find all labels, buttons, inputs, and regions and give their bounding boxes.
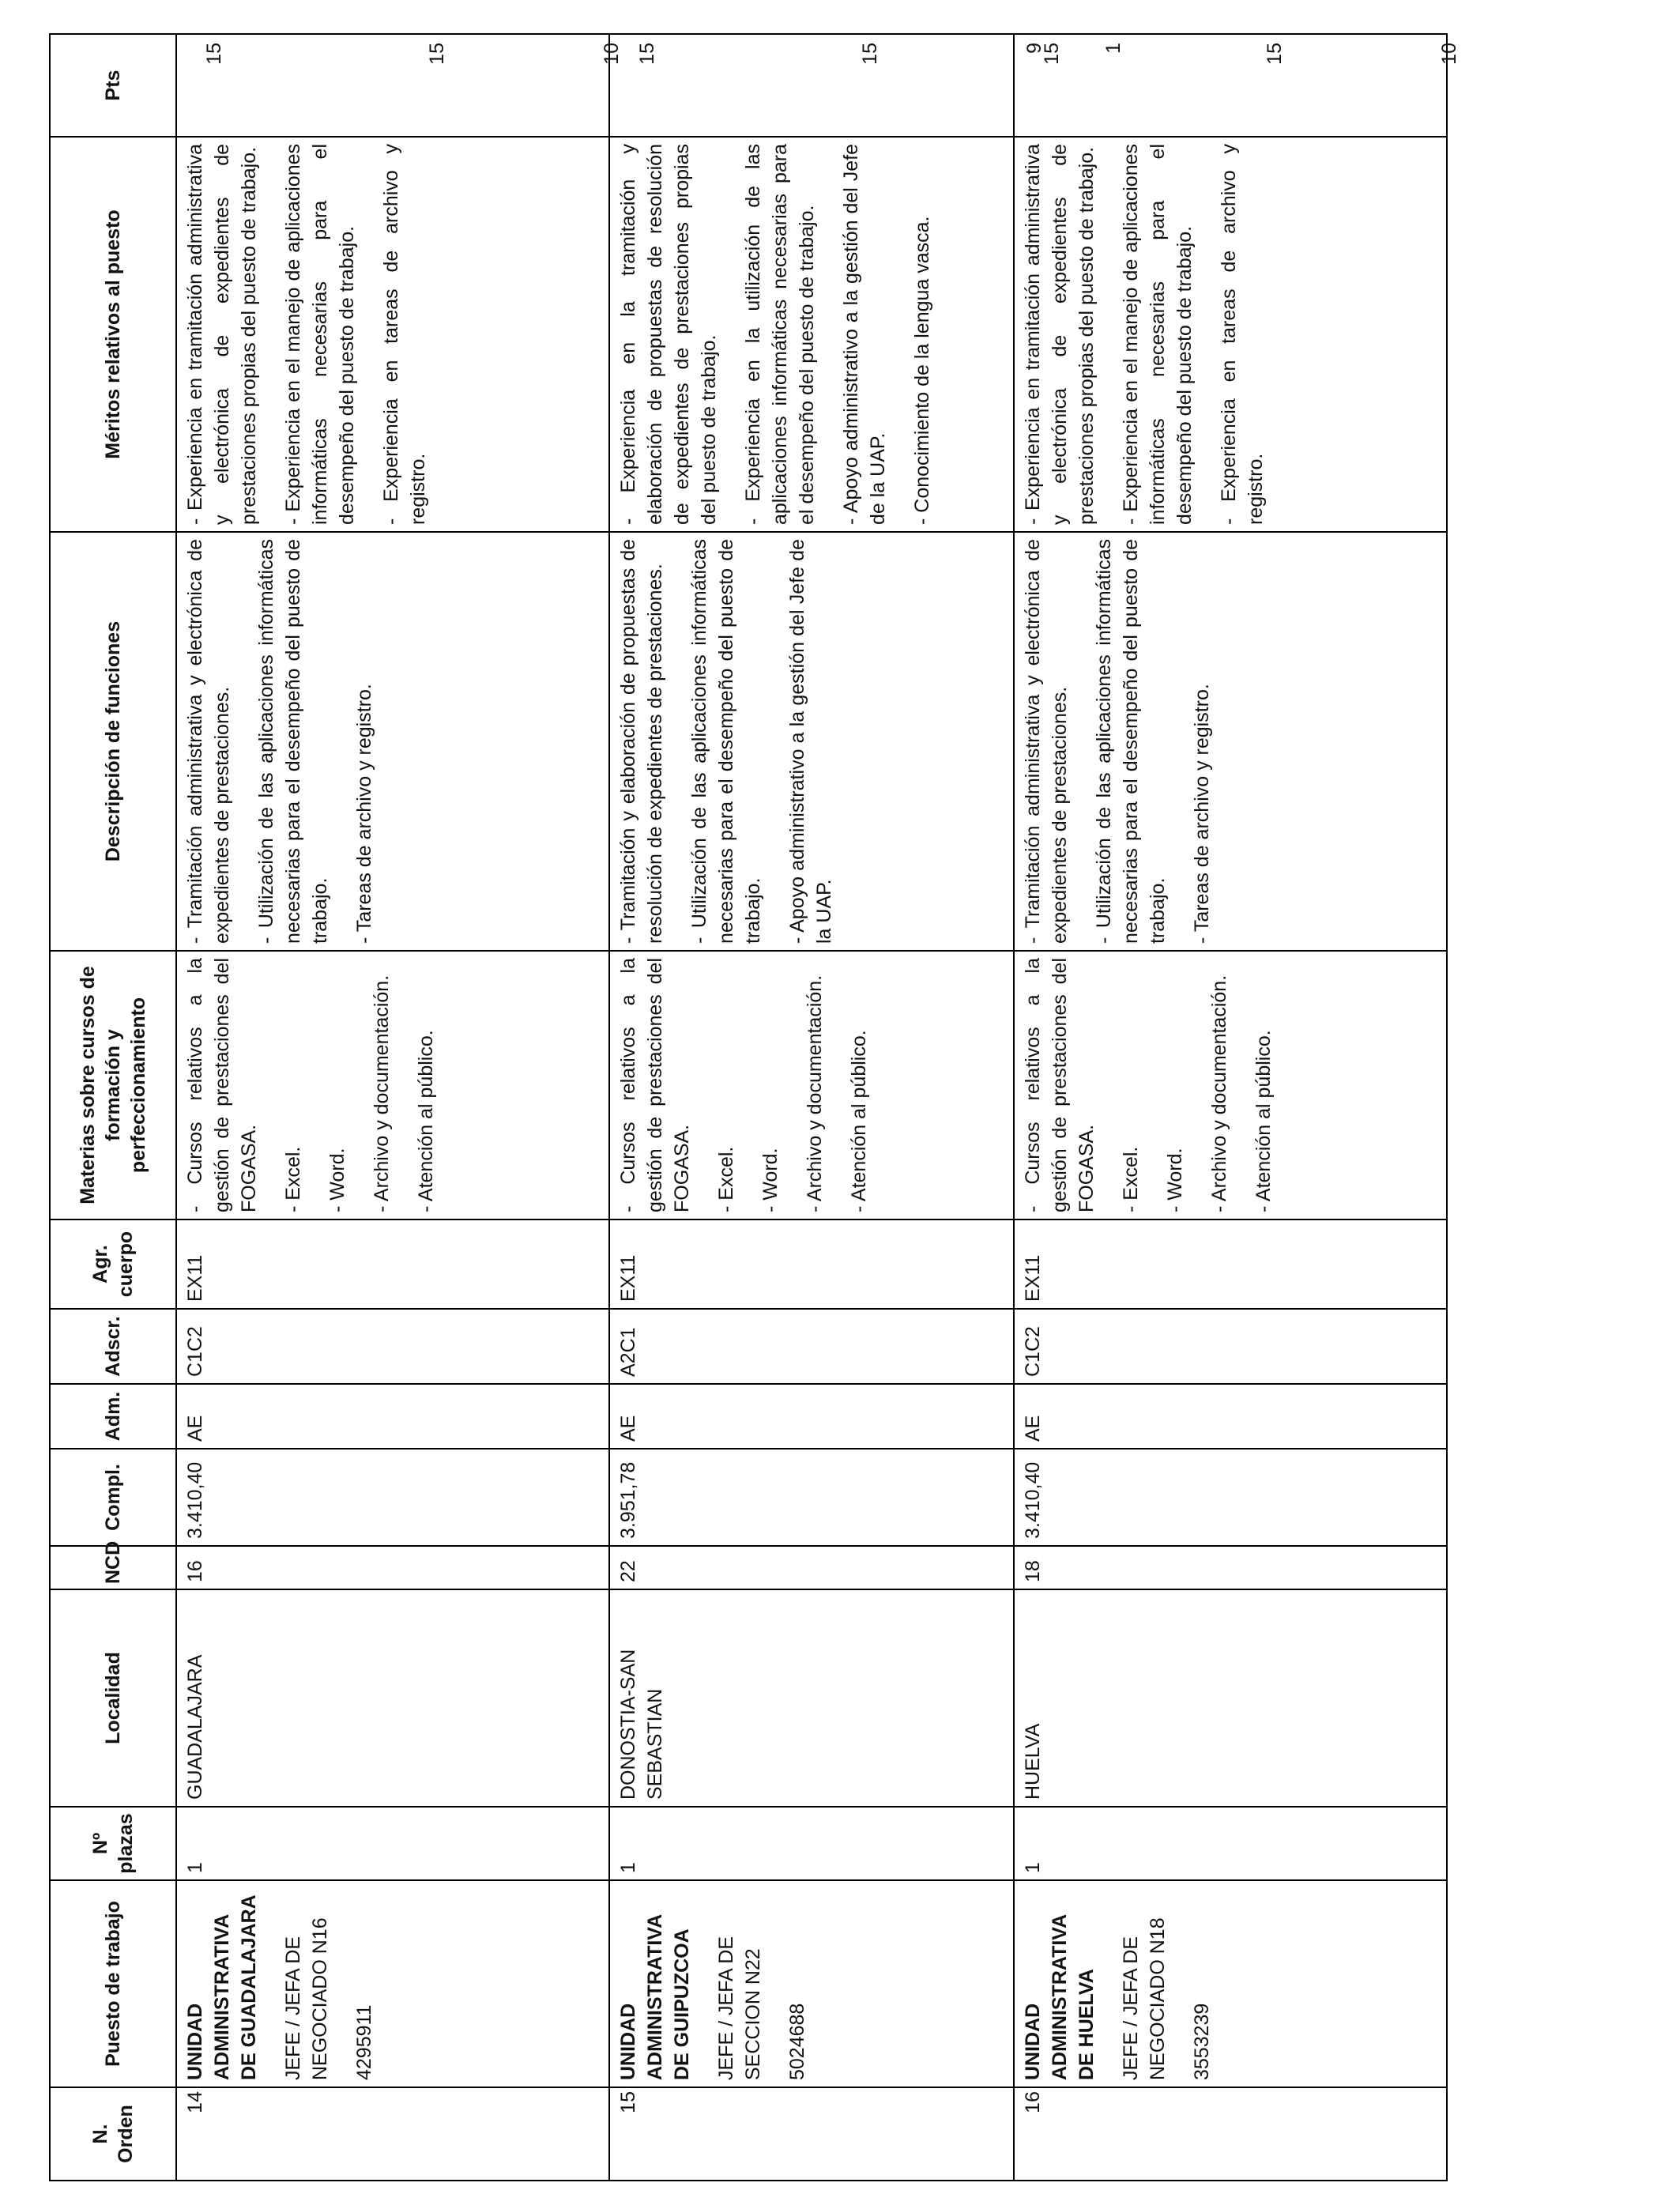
header-agr: Agr. cuerpo (50, 1220, 176, 1309)
orden-value: 15 (617, 2091, 639, 2113)
pts-value: 10 (1438, 43, 1460, 65)
orden-value: 14 (184, 2091, 206, 2113)
job-table (49, 33, 1460, 2181)
cell-pts (609, 34, 1124, 137)
cell-localidad (176, 1589, 609, 1807)
cell-adm (176, 1384, 609, 1449)
cell-localidad (1014, 1589, 1447, 1807)
cell-orden (176, 2087, 609, 2181)
unidad-name: UNIDAD ADMINISTRATIVA DE GUIPUZCOA (617, 1914, 693, 2080)
cell-compl (609, 1449, 1014, 1546)
materia-item: - Word. (1164, 1148, 1186, 1212)
cell-funciones (176, 532, 609, 951)
header-plazas: Nº plazas (50, 1807, 176, 1880)
table-row (609, 34, 1014, 2181)
pts-value: 15 (203, 43, 225, 65)
orden-value: 16 (1022, 2091, 1044, 2113)
adscr-value: A2C1 (617, 1327, 639, 1377)
cell-pts (176, 34, 623, 137)
header-compl: Compl. (50, 1449, 176, 1546)
materia-item: - Excel. (1120, 1146, 1142, 1212)
materia-item: - Atención al público. (1252, 1030, 1275, 1212)
adm-value: AE (617, 1415, 639, 1442)
funcion-item: - Tramitación administrativa y electrónica de expedientes de prestaciones. (1022, 539, 1071, 944)
funcion-item: - Apoyo administrativo a la gestión del Jefe de la UAP. (786, 539, 835, 944)
cell-pts (1014, 34, 1460, 137)
materia-item: - Cursos relativos a la gestión de prestaciones del FOGASA. (184, 958, 260, 1212)
cell-localidad (609, 1589, 1014, 1807)
cell-plazas (609, 1807, 1014, 1880)
header-ncd: NCD (50, 1546, 176, 1589)
cell-puesto (1014, 1880, 1447, 2087)
cell-ncd (609, 1546, 1014, 1589)
header-adscr: Adscr. (50, 1309, 176, 1384)
merito-item: - Experiencia en tramitación administrativa y electrónica de expedientes de prestaciones propias del puesto de trabajo. (184, 144, 260, 525)
ncd-value: 16 (184, 1560, 206, 1582)
materia-item: - Word. (326, 1148, 348, 1212)
header-descripcion: Descripción de funciones (50, 532, 176, 951)
cell-adm (1014, 1384, 1447, 1449)
plazas-value: 1 (184, 1862, 206, 1873)
cell-agr (176, 1220, 609, 1309)
materia-item: - Cursos relativos a la gestión de prestaciones del FOGASA. (617, 958, 693, 1212)
agr-value: EX11 (1022, 1254, 1044, 1302)
pts-value: 10 (601, 43, 623, 65)
cell-adscr (176, 1309, 609, 1384)
puesto-codigo: 4295911 (353, 2004, 375, 2080)
merito-item: - Experiencia en tareas de archivo y registro. (380, 144, 429, 525)
pts-value: 15 (1264, 43, 1286, 65)
cell-puesto (609, 1880, 1014, 2087)
funcion-item: - Tareas de archivo y registro. (1191, 684, 1213, 944)
puesto-codigo: 5024688 (786, 2003, 808, 2080)
cell-plazas (176, 1807, 609, 1880)
unidad-name: UNIDAD ADMINISTRATIVA DE GUADALAJARA (184, 1894, 260, 2080)
merito-item: - Experiencia en tramitación administrativa y electrónica de expedientes de prestaciones propias del puesto de trabajo. (1022, 144, 1098, 525)
cell-materias (176, 951, 609, 1220)
agr-value: EX11 (184, 1254, 206, 1302)
cell-compl (1014, 1449, 1447, 1546)
header-pts: Pts (50, 34, 176, 137)
materia-item: - Atención al público. (848, 1030, 870, 1212)
funcion-item: - Tramitación administrativa y electrónica de expedientes de prestaciones. (184, 539, 233, 944)
cell-agr (1014, 1220, 1447, 1309)
table-body (176, 34, 1460, 2181)
merito-item: - Experiencia en la utilización de las aplicaciones informáticas necesarias para el desempeño del puesto de trabajo. (742, 144, 818, 525)
cell-funciones (1014, 532, 1447, 951)
materia-item: - Cursos relativos a la gestión de prestaciones del FOGASA. (1022, 958, 1098, 1212)
compl-value: 3.410,40 (1022, 1461, 1044, 1539)
cell-ncd (1014, 1546, 1447, 1589)
adm-value: AE (1022, 1415, 1044, 1442)
unidad-name: UNIDAD ADMINISTRATIVA DE HUELVA (1022, 1914, 1098, 2080)
funcion-item: - Tramitación y elaboración de propuestas de resolución de expedientes de prestaciones. (617, 539, 666, 944)
funcion-item: - Tareas de archivo y registro. (353, 684, 375, 944)
cell-adscr (1014, 1309, 1447, 1384)
puesto-name: JEFE / JEFA DE SECCION N22 (715, 1936, 764, 2080)
pts-value: 15 (426, 43, 448, 65)
cell-materias (609, 951, 1014, 1220)
cell-agr (609, 1220, 1014, 1309)
agr-value: EX11 (617, 1254, 639, 1302)
ncd-value: 18 (1022, 1560, 1044, 1582)
cell-adm (609, 1384, 1014, 1449)
plazas-value: 1 (617, 1862, 639, 1873)
pts-value: 15 (1041, 43, 1063, 65)
cell-plazas (1014, 1807, 1447, 1880)
cell-materias (1014, 951, 1447, 1220)
merito-item: - Experiencia en el manejo de aplicaciones informáticas necesarias para el desempeño del puesto de trabajo. (1120, 144, 1196, 525)
pts-value: 9 (1023, 43, 1045, 54)
localidad-value: GUADALAJARA (184, 1654, 206, 1800)
cell-adscr (609, 1309, 1014, 1384)
compl-value: 3.410,40 (184, 1461, 206, 1539)
cell-compl (176, 1449, 609, 1546)
cell-orden (609, 2087, 1014, 2181)
table-row (1014, 34, 1447, 2181)
merito-item: - Conocimiento de la lengua vasca. (911, 216, 933, 525)
cell-puesto (176, 1880, 609, 2087)
merito-item: - Experiencia en el manejo de aplicaciones informáticas necesarias para el desempeño del puesto de trabajo. (282, 144, 358, 525)
pts-value: 1 (1102, 43, 1124, 54)
pts-value: 15 (636, 43, 658, 65)
funcion-item: - Utilización de las aplicaciones informáticas necesarias para el desempeño del puesto de trabajo. (1093, 539, 1169, 944)
materia-item: - Archivo y documentación. (371, 974, 393, 1212)
merito-item: - Experiencia en tareas de archivo y registro. (1218, 144, 1267, 525)
cell-funciones (609, 532, 1014, 951)
localidad-value: DONOSTIA-SAN SEBASTIAN (617, 1649, 666, 1800)
cell-ncd (176, 1546, 609, 1589)
materia-item: - Word. (759, 1148, 782, 1212)
adscr-value: C1C2 (184, 1326, 206, 1377)
table-row (176, 34, 609, 2181)
merito-item: - Experiencia en la tramitación y elaboración de propuestas de resolución de expedientes de prestaciones propias del puesto de trabajo. (617, 144, 720, 525)
header-meritos: Méritos relativos al puesto (50, 137, 176, 532)
header-adm: Adm. (50, 1384, 176, 1449)
cell-meritos (1014, 137, 1447, 532)
puesto-name: JEFE / JEFA DE NEGOCIADO N16 (282, 1917, 331, 2080)
header-materias: Materias sobre cursos de formación y perfeccionamiento (50, 951, 176, 1220)
header-row (50, 34, 176, 2181)
materia-item: - Excel. (282, 1146, 304, 1212)
cell-meritos (176, 137, 609, 532)
adm-value: AE (184, 1415, 206, 1442)
ncd-value: 22 (617, 1560, 639, 1582)
materia-item: - Excel. (715, 1146, 737, 1212)
puesto-codigo: 3553239 (1191, 2003, 1213, 2080)
compl-value: 3.951,78 (617, 1461, 639, 1539)
merito-item: - Apoyo administrativo a la gestión del Jefe de la UAP. (840, 144, 889, 525)
header-orden: N. Orden (50, 2087, 176, 2181)
materia-item: - Atención al público. (415, 1030, 437, 1212)
materia-item: - Archivo y documentación. (1208, 974, 1230, 1212)
cell-orden (1014, 2087, 1447, 2181)
localidad-value: HUELVA (1022, 1723, 1044, 1800)
adscr-value: C1C2 (1022, 1326, 1044, 1377)
funcion-item: - Utilización de las aplicaciones informáticas necesarias para el desempeño del puesto de trabajo. (255, 539, 331, 944)
plazas-value: 1 (1022, 1862, 1044, 1873)
cell-meritos (609, 137, 1014, 532)
puesto-name: JEFE / JEFA DE NEGOCIADO N18 (1120, 1917, 1169, 2080)
funcion-item: - Utilización de las aplicaciones informáticas necesarias para el desempeño del puesto de trabajo. (688, 539, 764, 944)
header-puesto: Puesto de trabajo (50, 1880, 176, 2087)
header-localidad: Localidad (50, 1589, 176, 1807)
materia-item: - Archivo y documentación. (804, 974, 826, 1212)
pts-value: 15 (859, 43, 881, 65)
